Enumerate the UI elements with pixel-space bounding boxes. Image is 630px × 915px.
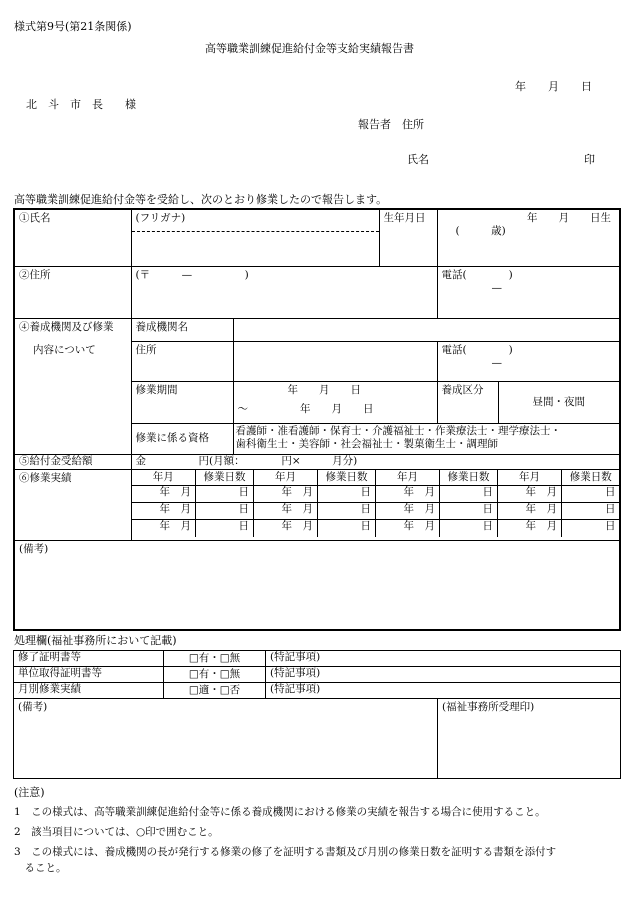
address-label: ②住所 (14, 266, 131, 318)
address-field[interactable] (131, 266, 437, 318)
record-header-days: 修業日数 (318, 470, 376, 486)
record-header-days: 修業日数 (562, 470, 620, 486)
processing-remarks-field[interactable] (14, 699, 438, 779)
record-cell-month[interactable]: 年 月 (254, 486, 318, 503)
course-type-value[interactable]: 昼間・夜間 (532, 395, 586, 408)
birth-date-label: 生年月日 (379, 209, 437, 266)
qualification-label: 修業に係る資格 (131, 423, 233, 454)
institution-address-field[interactable] (233, 341, 437, 381)
processing-check-monthly[interactable]: □適・□否 (164, 683, 266, 699)
phone-field[interactable] (437, 266, 620, 318)
processing-check-credits[interactable]: □有・□無 (164, 667, 266, 683)
institution-phone-label: 電話( ) (441, 343, 513, 356)
processing-label-completion: 修了証明書等 (14, 651, 164, 667)
training-label (14, 318, 131, 454)
page-title: 高等職業訓練促進給付金等支給実績報告書 (205, 42, 414, 55)
record-cell-days[interactable]: 日 (440, 486, 498, 503)
record-cell-days[interactable]: 日 (562, 520, 620, 537)
record-cell-days[interactable]: 日 (440, 503, 498, 520)
course-type-label: 養成区分 (438, 382, 499, 423)
form-number: 様式第9号(第21条関係) (14, 20, 132, 33)
note-item: 1 この様式は、高等職業訓練促進給付金等に係る養成機関における修業の実績を報告する場合に使用すること。 (14, 806, 546, 818)
reporter-name-label: 氏名 (407, 153, 429, 166)
age-value: ( 歳) (455, 225, 506, 237)
record-grid (132, 470, 620, 537)
record-cell-month[interactable]: 年 月 (254, 520, 318, 537)
remarks-field[interactable] (14, 540, 620, 630)
office-stamp-field (438, 699, 621, 779)
record-cell-month[interactable]: 年 月 (254, 503, 318, 520)
institution-phone-field[interactable] (437, 341, 620, 381)
record-cell-days[interactable]: 日 (196, 486, 254, 503)
institution-name-field[interactable] (233, 318, 620, 341)
note-item: 3 この様式には、養成機関の長が発行する修業の修了を証明する書類及び月別の修業日数を証明する書類を添付す (14, 846, 557, 858)
institution-address-label: 住所 (131, 341, 233, 381)
period-field[interactable] (233, 381, 437, 423)
intro-text: 高等職業訓練促進給付金等を受給し、次のとおり修業したので報告します。 (14, 193, 388, 206)
processing-check-completion[interactable]: □有・□無 (164, 651, 266, 667)
record-cell-days[interactable]: 日 (196, 503, 254, 520)
name-field[interactable] (131, 209, 379, 266)
office-stamp-label: (福祉事務所受理印) (442, 701, 535, 713)
processing-label-credits: 単位取得証明書等 (14, 667, 164, 683)
birth-date-value: 年 月 日生 (527, 212, 612, 224)
record-cell-month[interactable]: 年 月 (498, 503, 562, 520)
name-label: ①氏名 (14, 209, 131, 266)
record-cell-days[interactable]: 日 (318, 503, 376, 520)
record-cell-days[interactable]: 日 (318, 486, 376, 503)
phone-label: 電話( ) (441, 268, 513, 281)
reporter-address-label: 報告者 住所 (358, 118, 424, 131)
qualification-options[interactable] (233, 423, 620, 454)
record-cell-month[interactable]: 年 月 (132, 520, 196, 537)
phone-dash: — (491, 281, 503, 294)
period-to: 年 月 日 (300, 402, 374, 415)
record-header-month: 年月 (254, 470, 318, 486)
processing-remarks-label: (備考) (18, 701, 48, 713)
note-item: 2 該当項目については、○印で囲むこと。 (14, 826, 219, 838)
date-field: 年 月 日 (515, 80, 592, 93)
record-cell-days[interactable]: 日 (562, 486, 620, 503)
processing-note-monthly[interactable]: (特記事項) (266, 683, 621, 699)
record-header-days: 修業日数 (196, 470, 254, 486)
addressee: 北 斗 市 長 様 (26, 98, 136, 111)
institution-name-label: 養成機関名 (131, 318, 233, 341)
postal-code: (〒 — ) (135, 268, 249, 281)
record-grid-cell (131, 469, 620, 540)
processing-table (13, 650, 621, 779)
course-type-field[interactable] (437, 381, 620, 423)
qualification-line1: 看護師・准看護師・保育士・介護福祉士・作業療法士・理学療法士・ (235, 424, 561, 437)
record-cell-month[interactable]: 年 月 (498, 520, 562, 537)
payment-label: ⑤給付金受給額 (14, 454, 131, 469)
main-form-table (13, 208, 621, 631)
record-label: ⑥修業実績 (14, 469, 131, 540)
record-header-days: 修業日数 (440, 470, 498, 486)
record-cell-month[interactable]: 年 月 (376, 503, 440, 520)
record-cell-month[interactable]: 年 月 (132, 503, 196, 520)
record-cell-days[interactable]: 日 (196, 520, 254, 537)
record-cell-month[interactable]: 年 月 (498, 486, 562, 503)
remarks-label: (備考) (19, 542, 49, 555)
birth-date-field[interactable] (437, 209, 620, 266)
period-label: 修業期間 (131, 381, 233, 423)
processing-title: 処理欄(福祉事務所において記載) (14, 634, 177, 647)
note-item: ること。 (14, 862, 67, 874)
seal-mark: 印 (584, 153, 595, 166)
institution-phone-dash: — (491, 356, 503, 369)
record-cell-month[interactable]: 年 月 (376, 486, 440, 503)
payment-field[interactable]: 金 円(月額： 円× 月分) (131, 454, 620, 469)
training-label-line1: ④養成機関及び修業 (19, 320, 114, 333)
qualification-line2: 歯科衛生士・美容師・社会福祉士・製菓衛生士・調理師 (235, 437, 498, 450)
processing-note-credits[interactable]: (特記事項) (266, 667, 621, 683)
record-header-month: 年月 (376, 470, 440, 486)
record-cell-month[interactable]: 年 月 (132, 486, 196, 503)
furigana-label: (フリガナ) (132, 210, 379, 232)
record-header-month: 年月 (498, 470, 562, 486)
processing-label-monthly: 月別修業実績 (14, 683, 164, 699)
processing-note-completion[interactable]: (特記事項) (266, 651, 621, 667)
record-cell-days[interactable]: 日 (440, 520, 498, 537)
record-header-month: 年月 (132, 470, 196, 486)
period-tilde: ～ (237, 402, 248, 415)
period-from: 年 月 日 (287, 383, 361, 396)
training-label-line2: 内容について (33, 343, 96, 356)
record-cell-days[interactable]: 日 (562, 503, 620, 520)
record-cell-month[interactable]: 年 月 (376, 520, 440, 537)
record-cell-days[interactable]: 日 (318, 520, 376, 537)
notes-title: (注意) (14, 786, 45, 799)
